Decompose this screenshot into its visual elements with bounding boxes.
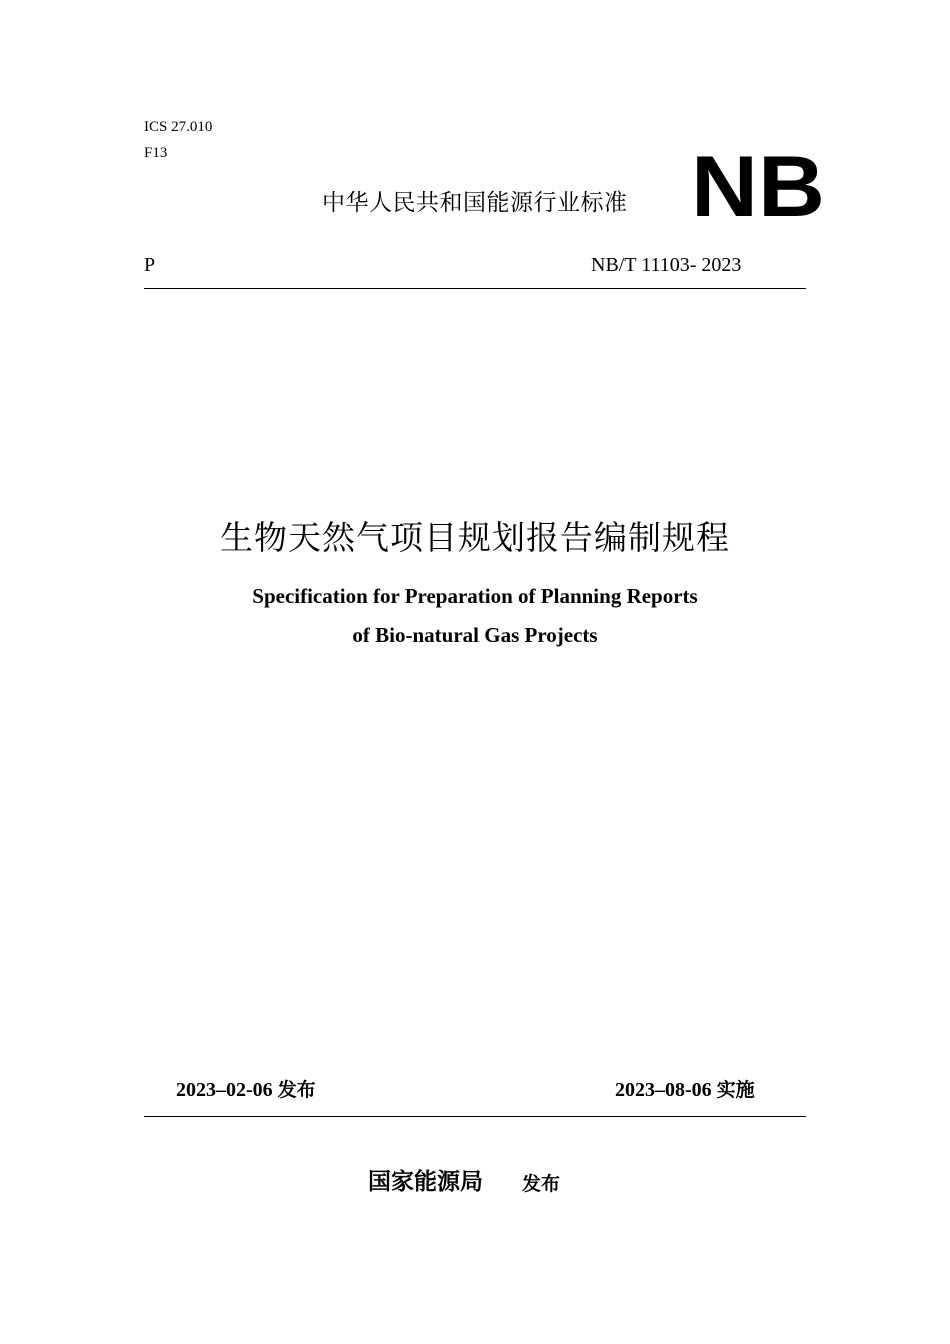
title-chinese: 生物天然气项目规划报告编制规程 xyxy=(220,518,730,557)
implementation-date-block xyxy=(615,1076,755,1104)
publisher-name: 国家能源局 xyxy=(368,1169,483,1195)
header-divider xyxy=(144,288,806,289)
issue-date-block xyxy=(176,1076,316,1104)
publisher-label: 发布 xyxy=(522,1173,561,1195)
title-english-line-1: Specification for Preparation of Planning Reports xyxy=(252,584,698,608)
standard-number: NB/T 11103- 2023 xyxy=(591,254,742,276)
ics-code: ICS 27.010 xyxy=(144,119,213,135)
standard-category-name: 中华人民共和国能源行业标准 xyxy=(322,190,628,216)
classification-code: F13 xyxy=(144,145,168,161)
nb-logo-text: NB xyxy=(691,148,825,228)
implementation-date: 2023–08-06 xyxy=(615,1079,712,1101)
nb-logo xyxy=(688,148,828,228)
implementation-label: 实施 xyxy=(716,1079,755,1101)
record-code: P xyxy=(144,254,156,276)
footer-divider xyxy=(144,1116,806,1117)
issue-label: 发布 xyxy=(277,1079,316,1101)
title-english-line-2: of Bio-natural Gas Projects xyxy=(352,623,598,647)
issue-date: 2023–02-06 xyxy=(176,1079,273,1101)
